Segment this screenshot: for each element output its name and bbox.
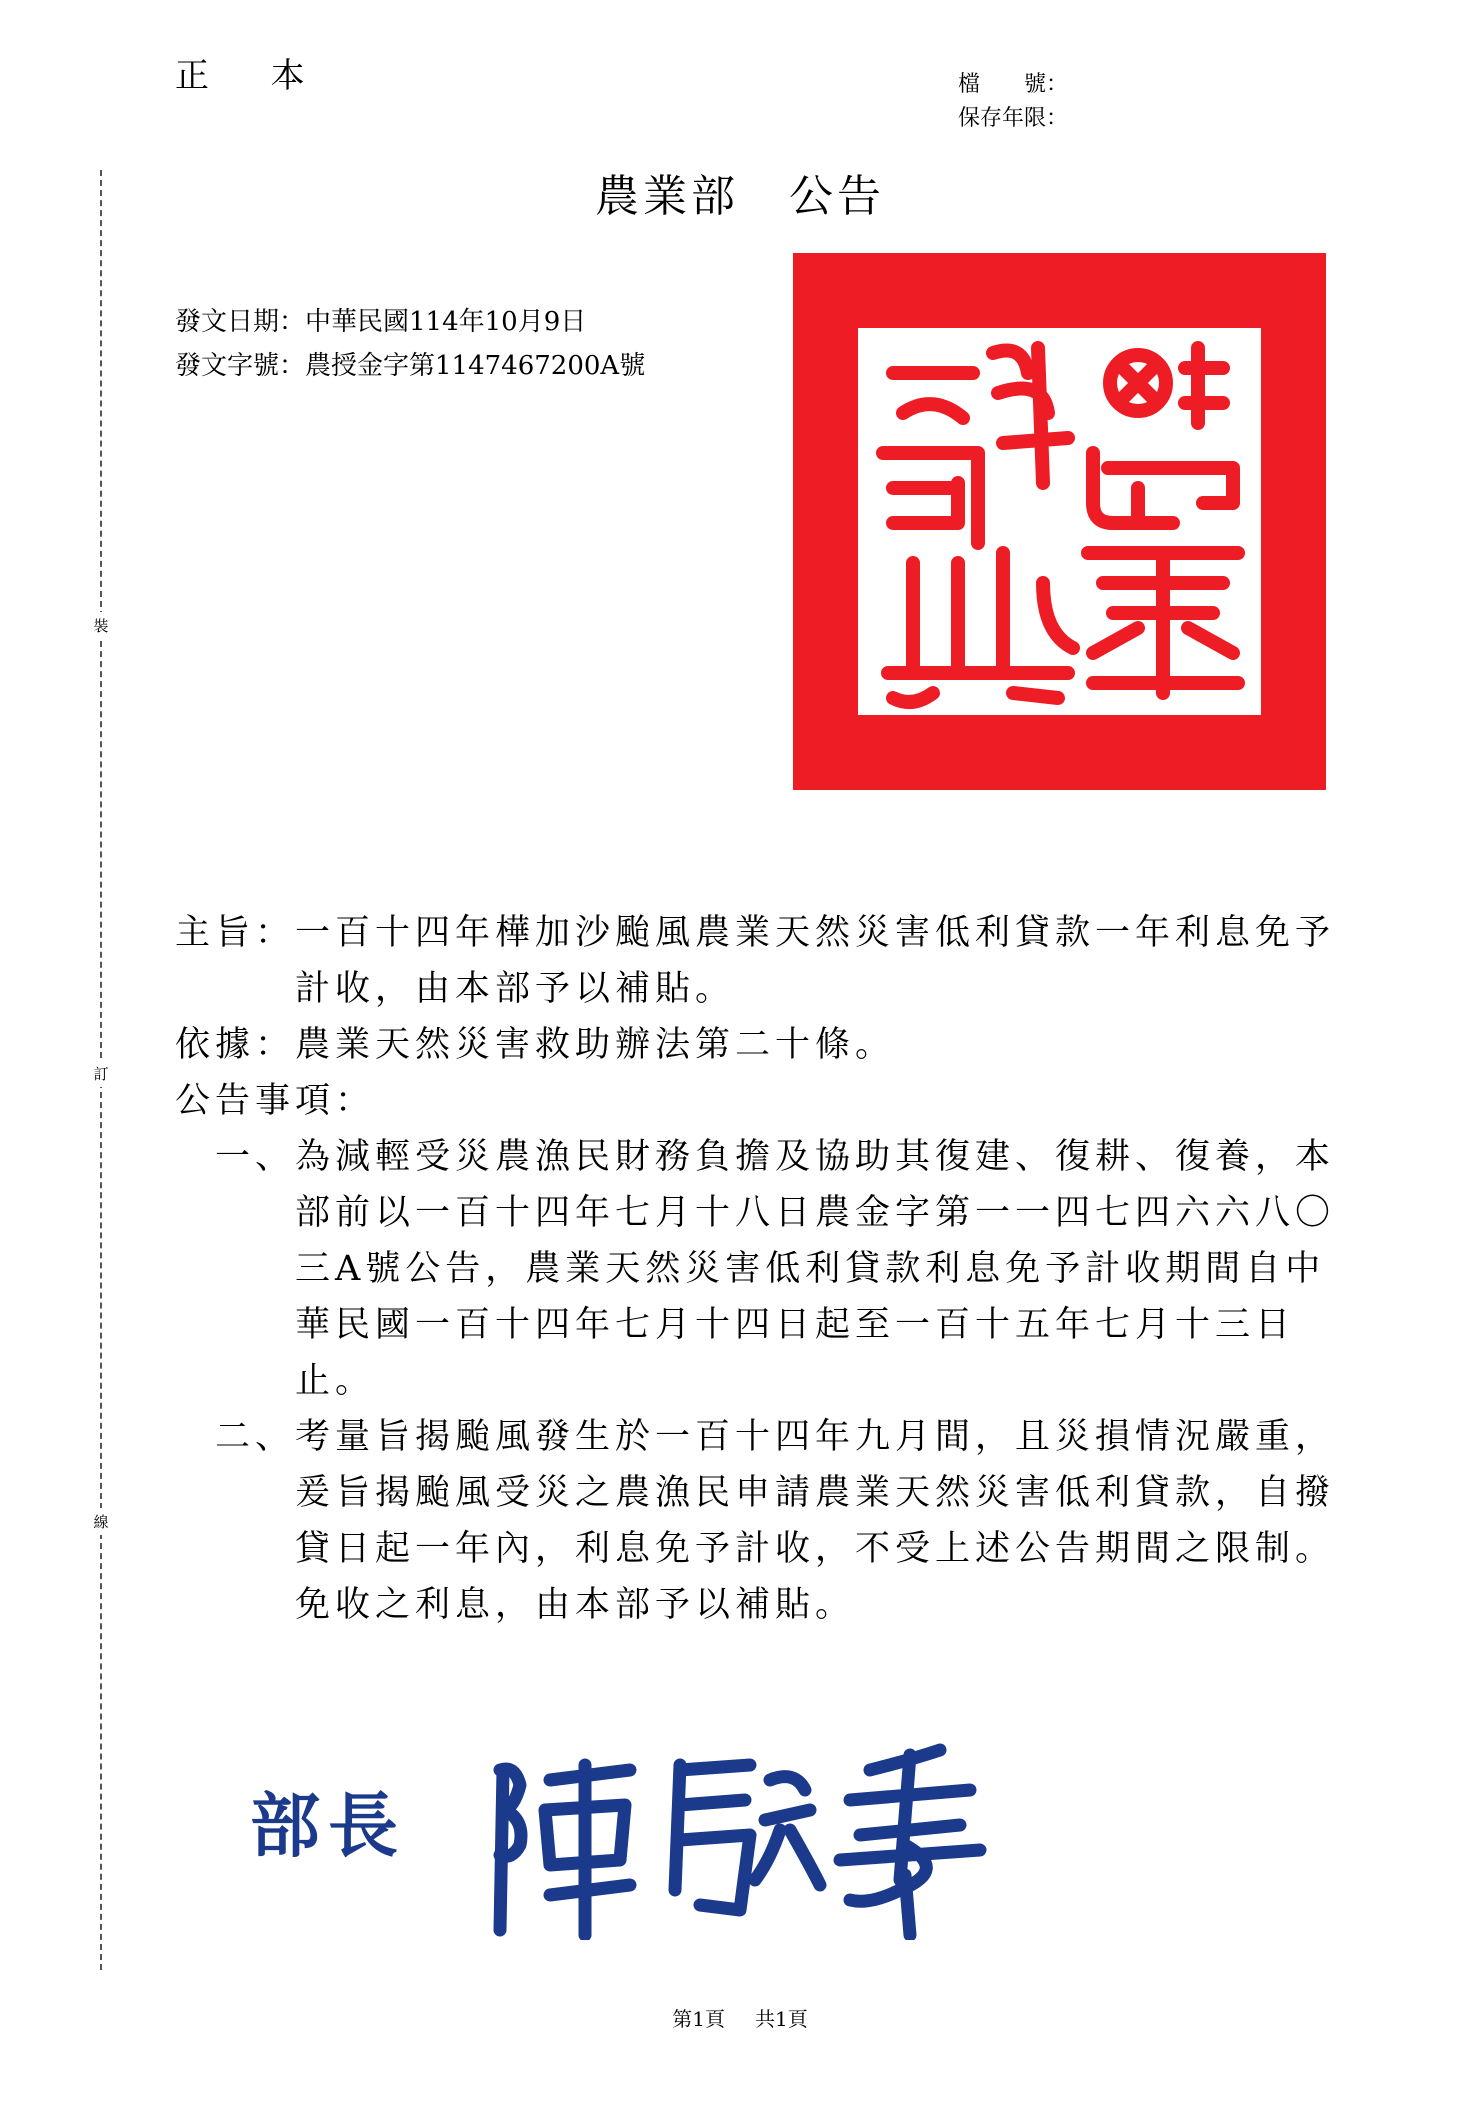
signature-title: 部長 (250, 1784, 406, 1867)
agency-name: 農業部 (595, 171, 739, 222)
official-seal (793, 253, 1326, 790)
basis-section (175, 1017, 1345, 1073)
item-text: 為減輕受災農漁民財務負擔及協助其復建、復耕、復養，本部前以一百十四年七月十八日農金字第一一四七四六六八〇三A號公告，農業天然災害低利貸款利息免予計收期間自中華民國一百十四年七月十四日起至一百十五年七月十三日止。 (295, 1137, 1336, 1401)
page-title (0, 160, 1480, 224)
subject-text: 一百十四年樺加沙颱風農業天然災害低利貸款一年利息免予計收，由本部予以補貼。 (295, 913, 1336, 1009)
list-item (215, 1129, 1345, 1409)
list-item (215, 1409, 1345, 1633)
page-number: 第1頁 (672, 2007, 725, 2031)
subject-label: 主旨： (175, 913, 296, 953)
document-type: 公告 (789, 171, 885, 222)
item-number: 一、 (215, 1137, 296, 1177)
page-total: 共1頁 (755, 2007, 808, 2031)
file-number-label: 檔 號： (958, 72, 1069, 97)
basis-text: 農業天然災害救助辦法第二十條。 (295, 1025, 896, 1065)
issue-number: 發文字號：農授金字第1147467200A號 (175, 351, 646, 381)
basis-label: 依據： (175, 1025, 296, 1065)
subject-section (175, 905, 1345, 1017)
item-number: 二、 (215, 1417, 296, 1457)
copy-mark-char: 正 (175, 56, 209, 96)
announcement-body (175, 905, 1345, 1633)
binding-mark: 線 (91, 1508, 111, 1535)
binding-mark: 裝 (91, 612, 111, 639)
copy-mark-char: 本 (270, 56, 305, 96)
copy-mark (175, 48, 305, 97)
archive-meta (958, 68, 1068, 136)
seal-graphic (793, 253, 1326, 790)
items-label: 公告事項： (175, 1081, 376, 1121)
retention-label: 保存年限： (958, 106, 1069, 131)
handwritten-signature (250, 1710, 1010, 1940)
binding-mark: 訂 (91, 1060, 111, 1087)
issue-date: 發文日期：中華民國114年10月9日 (175, 307, 587, 337)
page-footer (0, 2003, 1480, 2032)
document-info (175, 300, 645, 388)
item-text: 考量旨揭颱風發生於一百十四年九月間，且災損情況嚴重，爰旨揭颱風受災之農漁民申請農業天然災害低利貸款，自撥貸日起一年內，利息免予計收，不受上述公告期間之限制。免收之利息，由本部予以補貼。 (295, 1417, 1336, 1625)
